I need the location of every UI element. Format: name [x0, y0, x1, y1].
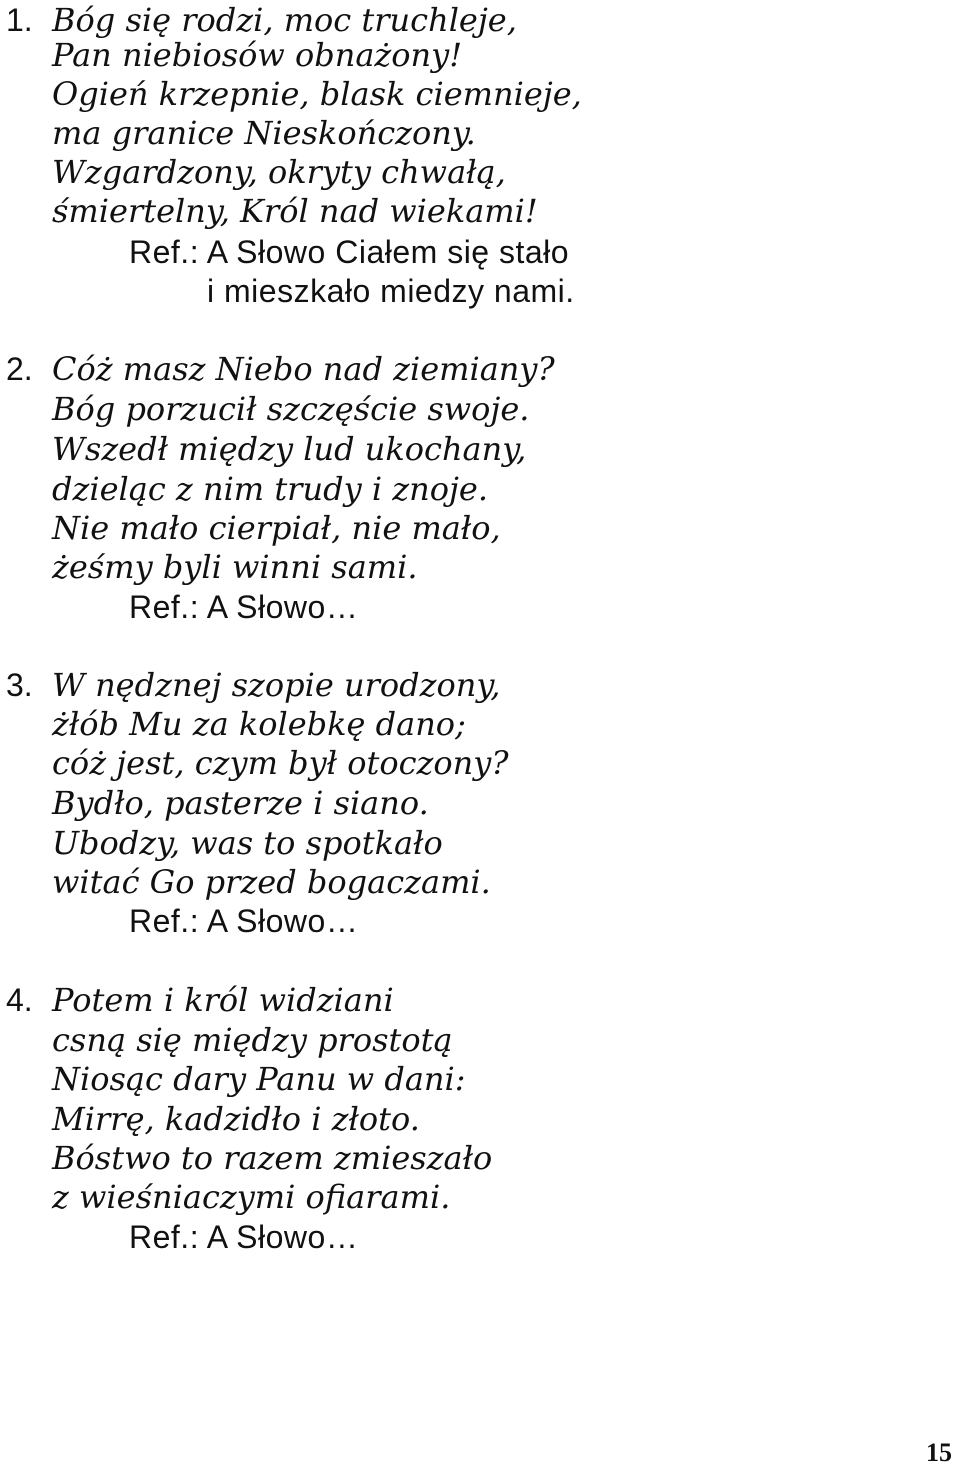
- stanza-line: Niosąc dary Panu w dani:: [52, 1060, 466, 1098]
- refrain-line: Ref.: A Słowo…: [129, 1219, 359, 1255]
- refrain-line: Ref.: A Słowo Ciałem się stało: [129, 234, 570, 270]
- stanza-number: 1.: [6, 2, 33, 38]
- stanza-line: z wieśniaczymi ofiarami.: [52, 1178, 451, 1216]
- refrain-line: Ref.: A Słowo…: [129, 589, 359, 625]
- stanza-line: Potem i król widziani: [52, 981, 394, 1019]
- stanza-line: żeśmy byli winni sami.: [52, 548, 418, 586]
- stanza-line: W nędznej szopie urodzony,: [52, 666, 501, 704]
- stanza-line: Nie mało cierpiał, nie mało,: [52, 509, 501, 547]
- page-number: 15: [926, 1438, 952, 1467]
- stanza-number: 2.: [6, 351, 33, 387]
- stanza-line: Ogień krzepnie, blask ciemnieje,: [52, 75, 582, 113]
- stanza-number: 3.: [6, 667, 33, 703]
- stanza-line: dzieląc z nim trudy i znoje.: [52, 470, 488, 508]
- stanza-line: ma granice Nieskończony.: [52, 114, 476, 152]
- stanza-line: cóż jest, czym był otoczony?: [52, 744, 509, 782]
- stanza-line: Ubodzy, was to spotkało: [52, 824, 443, 862]
- stanza-line: Mirrę, kadzidło i złoto.: [52, 1100, 420, 1138]
- stanza-line: Pan niebiosów obnażony!: [52, 36, 463, 74]
- refrain-line: Ref.: A Słowo…: [129, 903, 359, 939]
- stanza-line: csną się między prostotą: [52, 1021, 453, 1059]
- stanza-line: Bydło, pasterze i siano.: [52, 784, 429, 822]
- stanza-line: Bóstwo to razem zmieszało: [52, 1139, 493, 1177]
- stanza-line: Bóg się rodzi, moc truchleje,: [52, 1, 517, 39]
- stanza-line: witać Go przed bogaczami.: [52, 863, 491, 901]
- stanza-line: żłób Mu za kolebkę dano;: [52, 705, 466, 743]
- refrain-line: i mieszkało miedzy nami.: [207, 273, 575, 309]
- stanza-line: Wzgardzony, okryty chwałą,: [52, 153, 506, 191]
- stanza-line: śmiertelny, Król nad wiekami!: [52, 192, 538, 230]
- stanza-number: 4.: [6, 982, 33, 1018]
- stanza-line: Bóg porzucił szczęście swoje.: [52, 390, 530, 428]
- stanza-line: Wszedł między lud ukochany,: [52, 430, 527, 468]
- stanza-line: Cóż masz Niebo nad ziemiany?: [52, 350, 555, 388]
